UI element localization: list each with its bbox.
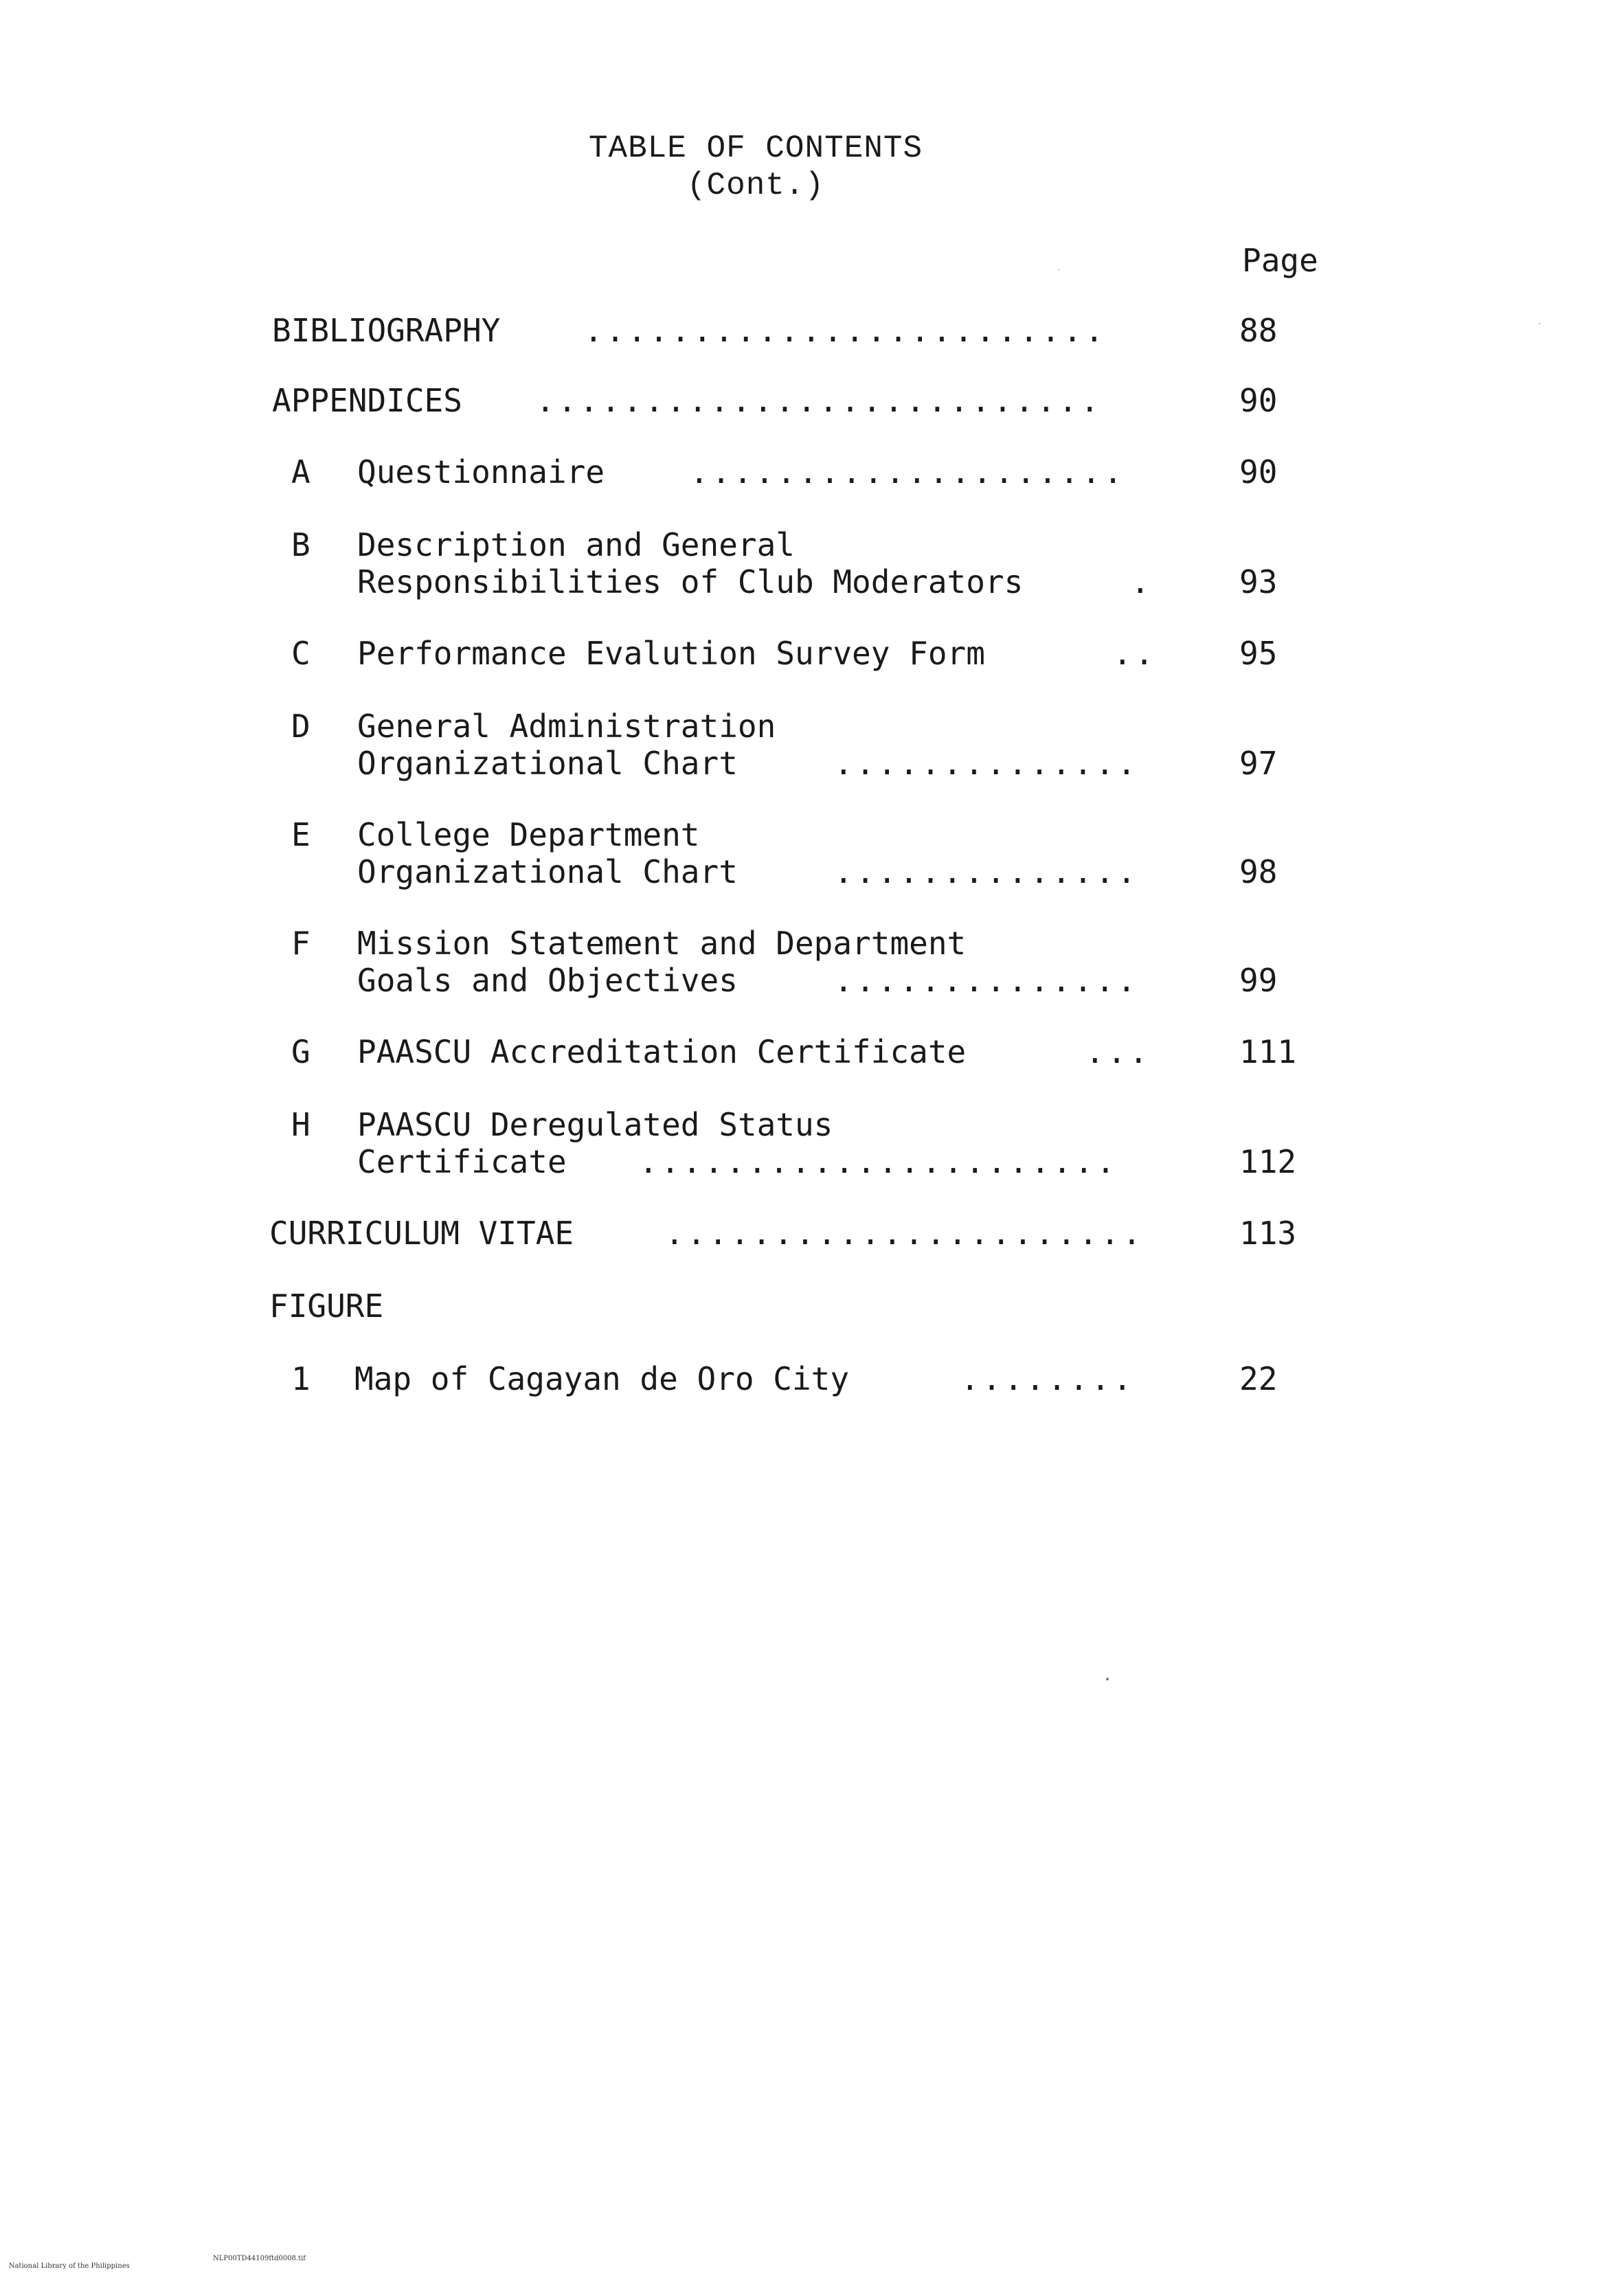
toc-entry-title-cont: Goals and Objectives [357,962,738,999]
toc-entry-title: Description and General [357,526,795,563]
toc-entry-title: PAASCU Deregulated Status [357,1106,833,1143]
toc-entry-title: Mission Statement and Department [357,925,967,962]
toc-entry-letter: F [291,925,311,962]
toc-entry-leader: .. [1113,635,1157,672]
toc-entry-title: Map of Cagayan de Oro City [354,1360,850,1397]
toc-entry-letter: G [291,1033,311,1070]
page-subtitle: (Cont.) [686,168,825,203]
toc-entry-title-cont: Responsibilities of Club Moderators [357,563,1024,600]
scan-speck [1539,323,1540,324]
toc-entry-page: 111 [1239,1033,1297,1070]
toc-entry-page: 90 [1239,453,1278,491]
toc-entry-title: BIBLIOGRAPHY [272,312,501,349]
toc-entry-leader: ... [1085,1033,1151,1070]
scan-speck [1058,269,1059,271]
toc-entry-leader: .............. [834,962,1139,999]
toc-entry-page: 97 [1239,745,1278,782]
toc-entry-page: 22 [1239,1360,1278,1397]
toc-entry-title: APPENDICES [272,382,462,419]
footer-library: National Library of the Philippines [8,2262,130,2270]
toc-entry-title: CURRICULUM VITAE [269,1215,574,1252]
toc-entry-title: Performance Evalution Survey Form [357,635,985,672]
toc-entry-letter: A [291,453,311,491]
toc-entry-leader: .................... [690,453,1125,491]
toc-entry-title: College Department [357,816,700,853]
toc-entry-letter: C [291,635,311,672]
toc-entry-leader: ........................ [584,312,1107,349]
toc-entry-leader: . [1131,563,1153,600]
toc-entry-letter: D [291,708,311,745]
toc-entry-title: General Administration [357,708,776,745]
toc-entry-page: 90 [1239,382,1278,419]
toc-entry-page: 93 [1239,563,1278,600]
toc-section-heading: FIGURE [269,1287,384,1325]
toc-entry-leader: ...................... [639,1143,1118,1180]
toc-entry-leader: ........ [960,1360,1135,1397]
toc-entry-letter: E [291,816,311,853]
toc-entry-title: Questionnaire [357,453,605,491]
toc-entry-page: 113 [1239,1215,1297,1252]
page-column-header: Page [1242,242,1318,279]
toc-entry-letter: B [291,526,311,563]
toc-entry-leader: .............. [834,853,1139,890]
scan-footer [0,2255,306,2285]
toc-entry-title-cont: Organizational Chart [357,745,738,782]
toc-entry-letter: 1 [291,1360,311,1397]
toc-entry-leader: .......................... [536,382,1103,419]
page-title: TABLE OF CONTENTS [588,131,923,166]
toc-entry-page: 88 [1239,312,1278,349]
toc-entry-leader: .............. [834,745,1139,782]
toc-entry-letter: H [291,1106,311,1143]
toc-entry-page: 98 [1239,853,1278,890]
toc-entry-title-cont: Certificate [357,1143,567,1180]
footer-filename: NLP00TD44109ftd0008.tif [213,2255,306,2262]
scan-speck [1106,1678,1109,1680]
toc-entry-title-cont: Organizational Chart [357,853,738,890]
toc-entry-page: 95 [1239,635,1278,672]
toc-entry-page: 99 [1239,962,1278,999]
toc-entry-title: PAASCU Accreditation Certificate [357,1033,967,1070]
toc-entry-page: 112 [1239,1143,1297,1180]
toc-entry-leader: ...................... [665,1215,1144,1252]
